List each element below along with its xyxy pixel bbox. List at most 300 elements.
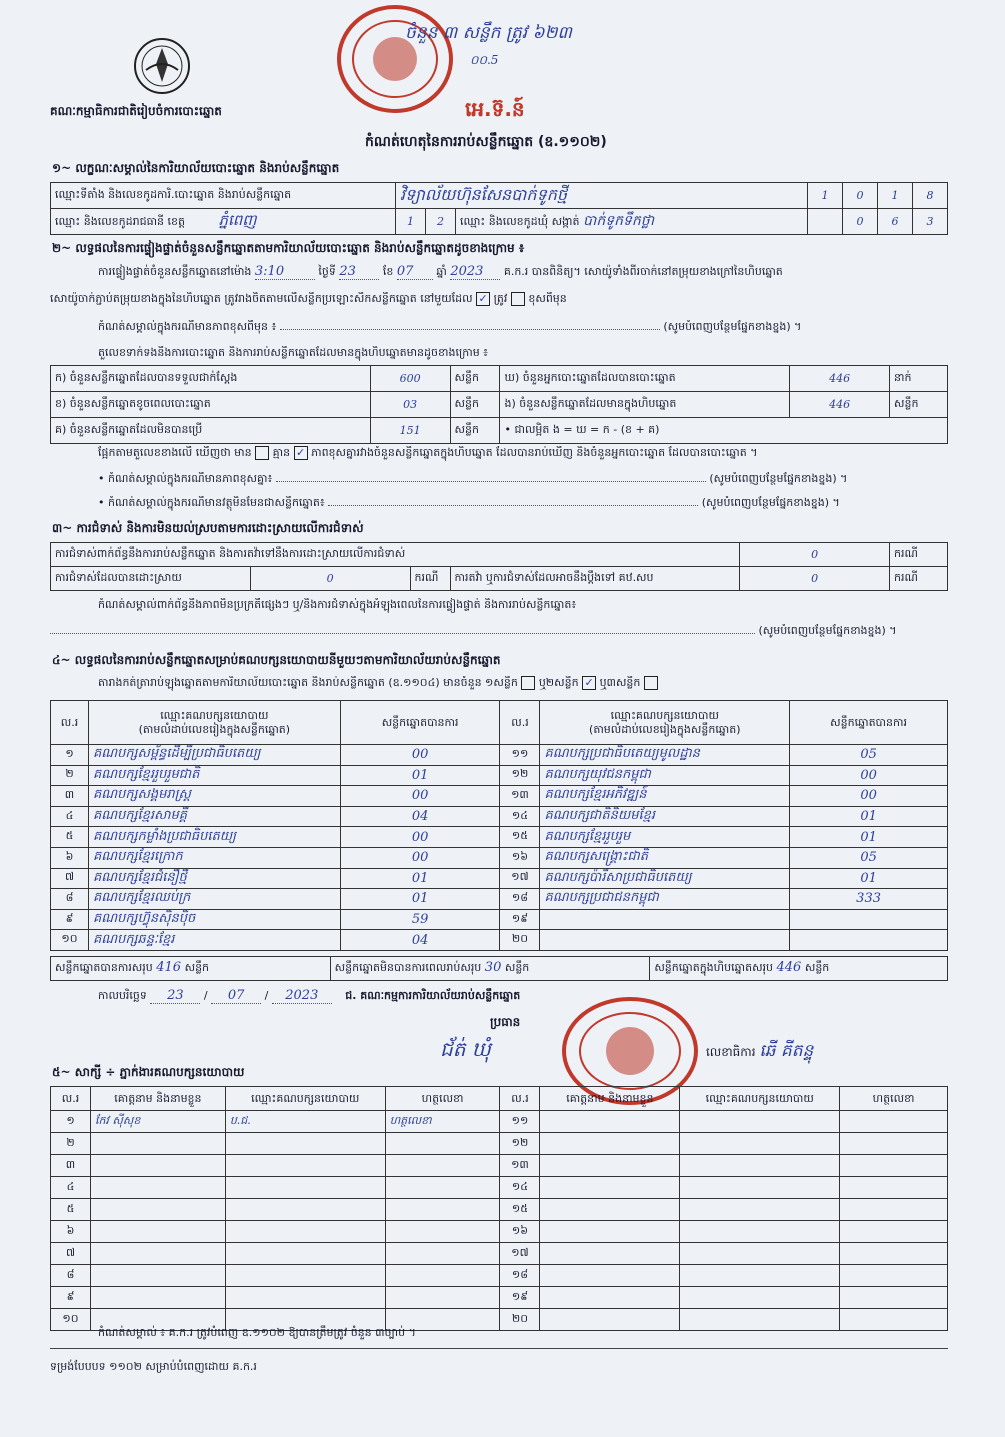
station-code-2: 0 — [843, 183, 878, 209]
w-col-party-left: ឈ្មោះគណបក្សនយោបាយ — [225, 1087, 385, 1111]
party-no-cell: ៩ — [51, 909, 89, 930]
witness-no-cell: ១៩ — [500, 1287, 540, 1309]
party-no-cell: ១៦ — [500, 847, 540, 868]
count-d-unit: នាក់ — [890, 366, 948, 392]
total-invalid-label: សន្លឹកឆ្នោតមិនបានការពេលរាប់សរុប — [334, 961, 482, 974]
witness-name-cell — [540, 1177, 680, 1199]
witness-name-cell — [90, 1133, 225, 1155]
witness-sign-cell — [840, 1221, 948, 1243]
president-signature: ជ័ត់ ឃុំ — [440, 1037, 491, 1061]
objection-row2-case: ករណី — [410, 567, 450, 591]
witness-party-cell — [680, 1155, 840, 1177]
para2-text: សោយ៉ូចាក់ភ្ជាប់តម្រុយខាងក្នុងនៃហិបឆ្នោត ត្រូវរាងចិតតាមលើសន្លឹកប្រឡោះសឹកសន្លឹកឆ្នោត នៅមួយដែល — [50, 292, 473, 305]
seal-diff-label: ខុសពីមុន — [528, 292, 567, 305]
section2-heading: ២~ លទ្ធផលនៃការផ្ទៀងផ្ទាត់ចំនួនសន្លឹកឆ្នោតតាមការិយាល័យបោះឆ្នោត និងរាប់សន្លឹកឆ្នោតដូចខាងក្រោម ៖ — [52, 241, 525, 255]
party-name-cell: គណបក្សប្រជាធិបតេយ្យមូលដ្ឋាន — [540, 745, 790, 766]
witness-sign-cell — [840, 1177, 948, 1199]
total-invalid-value: 30 — [484, 960, 502, 975]
party-no-cell: ២០ — [500, 930, 540, 951]
party-votes-cell: 00 — [340, 847, 500, 868]
count-b-label: ខ) ចំនួនសន្លឹកឆ្នោតខូចពេលបោះឆ្នោត — [51, 392, 371, 418]
para1-b: ថ្ងៃទី — [318, 265, 336, 278]
witness-sign-cell — [385, 1199, 500, 1221]
province-label-text: ឈ្មោះ និងលេខកូដរាជធានី ខេត្ត — [55, 214, 185, 228]
party-votes-cell: 05 — [790, 745, 948, 766]
commune-label-text: ឈ្មោះ និងលេខកូដឃុំ សង្កាត់ — [460, 215, 580, 228]
bullet2-hint: (សូមបំពេញបន្ថែមផ្នែកខាងខ្នង) ។ — [701, 496, 840, 509]
top-handwritten-note: ចំនួន ៣ សន្លឹក ត្រូវ ៦២៣ — [405, 23, 572, 43]
witness-sign-cell — [840, 1199, 948, 1221]
objection-row2-value: 0 — [250, 567, 410, 591]
witness-name-cell — [90, 1243, 225, 1265]
party-no-cell: ១៨ — [500, 889, 540, 910]
province-code-2: 2 — [426, 209, 456, 235]
witness-party-cell — [225, 1177, 385, 1199]
sheets-3-label: ឬ៣សន្លឹក — [599, 676, 641, 689]
station-value: វិទ្យាល័យហ៊ុនសែនបាក់ទូកថ្មី — [396, 183, 808, 209]
col-party-right — [540, 701, 790, 745]
witness-party-cell — [225, 1265, 385, 1287]
witness-party-cell — [680, 1111, 840, 1133]
commune-code-2: 6 — [878, 209, 913, 235]
check-day: 23 — [339, 264, 379, 280]
province-value: ភ្នំពេញ — [218, 210, 257, 229]
table-row — [51, 827, 948, 848]
table-row — [51, 745, 948, 766]
witness-sign-cell — [385, 1155, 500, 1177]
footnote: កំណត់សម្គាល់ ៖ គ.ក.រ ត្រូវបំពេញ ឧ.១១០២ ឱ្យបានត្រឹមត្រូវ ចំនួន ៣ច្បាប់ ។ — [98, 1326, 416, 1339]
section3-heading: ៣~ ការជំទាស់ និងការមិនយល់ស្របតាមការដោះស្រាយលើការជំទាស់ — [52, 521, 364, 535]
witness-sign-cell — [840, 1243, 948, 1265]
count-c-value: 151 — [370, 418, 450, 444]
bullet2-label: • កំណត់សម្គាល់ក្នុងករណីមានវត្ថុមិនមែនជាសន្លឹកឆ្នោត៖ — [98, 496, 325, 509]
total-box-unit: សន្លឹក — [804, 961, 830, 974]
party-no-cell: ៥ — [51, 827, 89, 848]
station-code-4: 8 — [913, 183, 948, 209]
col-party-right-title: ឈ្មោះគណបក្សនយោបាយ — [610, 708, 719, 722]
commune-value: បាក់ទូកទឹកថ្លា — [583, 213, 655, 229]
objection-row2b-case: ករណី — [890, 567, 948, 591]
secretary-label: លេខាធិការ — [706, 1045, 756, 1059]
party-name-cell: គណបក្សសង្គ្រោះជាតិ — [540, 847, 790, 868]
para1-d: ឆ្នាំ — [436, 265, 447, 278]
seal-ok-checkbox[interactable]: ✓ — [476, 292, 490, 306]
witness-no-cell: ៥ — [51, 1199, 91, 1221]
date-label: កាលបរិច្ឆេទ — [98, 989, 147, 1002]
w-col-party-right: ឈ្មោះគណបក្សនយោបាយ — [680, 1087, 840, 1111]
secretary-signature: ឆើ គីតន្ទុ — [759, 1041, 814, 1061]
col-no-right: ល.រ — [500, 701, 540, 745]
table-row — [51, 889, 948, 910]
party-no-cell: ២ — [51, 765, 89, 786]
party-name-cell: គណបក្សយុវជនកម្ពុជា — [540, 765, 790, 786]
table-row — [51, 786, 948, 807]
sheets-1-checkbox[interactable] — [521, 676, 535, 690]
para1-c: ខែ — [382, 265, 394, 278]
party-name-cell: គណបក្សខ្មែរជំនឿថ្មី — [88, 868, 340, 889]
total-box-label: សន្លឹកឆ្នោតក្នុងហិបឆ្នោតសរុប — [654, 961, 774, 974]
col-no-left: ល.រ — [51, 701, 89, 745]
w-col-sign-right: ហត្ថលេខា — [840, 1087, 948, 1111]
witness-sign-cell — [385, 1265, 500, 1287]
note-line-dots[interactable] — [280, 329, 660, 330]
section5-heading: ៥~ សាក្សី ÷ ភ្នាក់ងារគណបក្សនយោបាយ — [52, 1065, 245, 1079]
para1-a: ការផ្ទៀងផ្ទាត់ចំនួនសន្លឹកឆ្នោតនៅម៉ោង — [98, 265, 252, 278]
party-votes-cell: 01 — [790, 827, 948, 848]
seal-number: ០០.5 — [470, 53, 499, 67]
witness-sign-cell — [385, 1287, 500, 1309]
table-row — [51, 765, 948, 786]
witness-name-cell — [90, 1177, 225, 1199]
total-invalid-cell — [330, 957, 650, 981]
station-code-1: 1 — [808, 183, 843, 209]
witness-sign-cell: ហត្ថលេខា — [385, 1111, 500, 1133]
col-votes-right: សន្លឹកឆ្នោតបានការ — [790, 701, 948, 745]
party-no-cell: ៧ — [51, 868, 89, 889]
witness-no-cell: ៤ — [51, 1177, 91, 1199]
party-name-cell: គណបក្សប៉ារីសាប្រជាធិបតេយ្យ — [540, 868, 790, 889]
station-label: ឈ្មោះទីតាំង និងលេខកូដការិ.បោះឆ្នោត និងរាប់សន្លឹកឆ្នោត — [51, 183, 396, 209]
check-year: 2023 — [450, 264, 500, 280]
witness-no-cell: ១ — [51, 1111, 91, 1133]
section2-para1 — [98, 264, 950, 281]
party-votes-cell: 00 — [790, 786, 948, 807]
count-e-value: 446 — [790, 392, 890, 418]
total-valid-label: សន្លឹកឆ្នោតបានការសរុប — [55, 961, 153, 974]
count-e-label: ង) ចំនួនសន្លឹកឆ្នោតដែលមានក្នុងហិបឆ្នោត — [500, 392, 790, 418]
counts-intro: តួលេខទាក់ទងនឹងការបោះឆ្នោត និងការរាប់សន្លឹកឆ្នោតដែលមានក្នុងហិបឆ្នោតមានដូចខាងក្រោម ៖ — [98, 346, 489, 359]
witness-party-cell — [680, 1199, 840, 1221]
station-table — [50, 182, 948, 235]
witness-sign-cell — [840, 1155, 948, 1177]
party-name-cell: គណបក្សខ្មែរក្រោក — [88, 847, 340, 868]
party-no-cell: ១០ — [51, 930, 89, 951]
witness-name-cell — [90, 1287, 225, 1309]
party-name-cell: គណបក្សហ៊្វុនស៊ិនប៉ិច — [88, 909, 340, 930]
section3-note-label: កំណត់សម្គាល់ពាក់ព័ន្ធនឹងភាពមិនប្រក្រតីផ្សេងៗ ឬ/និងការជំទាស់ក្នុងអំឡុងពេលនៃការផ្ទៀងផ្ទាត់ និងការរាប់សន្លឹកឆ្នោត៖ — [98, 598, 577, 611]
table-row — [51, 806, 948, 827]
table-row — [51, 1177, 948, 1199]
witness-name-cell — [540, 1243, 680, 1265]
official-seal-icon — [335, 4, 455, 114]
party-votes-cell: 01 — [790, 868, 948, 889]
bullet2-dots[interactable] — [328, 505, 698, 506]
total-valid-cell — [51, 957, 331, 981]
witness-party-cell — [225, 1221, 385, 1243]
witness-party-cell — [680, 1177, 840, 1199]
w-col-sign-left: ហត្ថលេខា — [385, 1087, 500, 1111]
section3-note-dots[interactable] — [50, 633, 755, 634]
para1-e: គ.ក.រ បានពិនិត្យ។ សោយ៉ូទាំងពីរចាក់នៅតម្រុយខាងក្រៅនៃហិបឆ្នោត — [503, 265, 783, 278]
table-row — [51, 1287, 948, 1309]
diff-check-line — [98, 446, 950, 462]
party-name-cell: គណបក្សឆន្ទៈខ្មែរ — [88, 930, 340, 951]
witness-no-cell: ១៤ — [500, 1177, 540, 1199]
page-title: កំណត់ហេតុនៃការរាប់សន្លឹកឆ្នោត (ឧ.១១០២) — [365, 134, 607, 150]
party-no-cell: ១៩ — [500, 909, 540, 930]
witness-sign-cell — [840, 1111, 948, 1133]
note-line-label: កំណត់សម្គាល់ក្នុងករណីមានភាពខុសពីមុន ៖ — [98, 320, 277, 333]
witness-no-cell: ៣ — [51, 1155, 91, 1177]
no-diff-label: គ្មាន — [272, 446, 291, 459]
commune-code-spacer — [808, 209, 843, 235]
date-month: 07 — [211, 988, 261, 1004]
col-votes-left: សន្លឹកឆ្នោតបានការ — [340, 701, 500, 745]
party-name-cell: គណបក្សប្រជាជនកម្ពុជា — [540, 889, 790, 910]
total-box-value: 446 — [776, 960, 802, 975]
witness-no-cell: ១០ — [51, 1309, 91, 1331]
party-votes-cell: 05 — [790, 847, 948, 868]
witness-no-cell: ១៦ — [500, 1221, 540, 1243]
party-name-cell: គណបក្សសង្គមរាស្ត្រ — [88, 786, 340, 807]
party-name-cell — [540, 930, 790, 951]
witness-party-cell: ប.ជ. — [225, 1111, 385, 1133]
witness-no-cell: ២០ — [500, 1309, 540, 1331]
witness-name-cell — [540, 1287, 680, 1309]
total-valid-value: 416 — [156, 960, 182, 975]
party-no-cell: ១២ — [500, 765, 540, 786]
witness-party-cell — [225, 1199, 385, 1221]
witness-party-cell — [680, 1287, 840, 1309]
witness-party-cell — [680, 1243, 840, 1265]
party-votes-cell: 04 — [340, 930, 500, 951]
party-no-cell: ១៥ — [500, 827, 540, 848]
party-votes-cell: 00 — [340, 827, 500, 848]
sheets-3-checkbox[interactable] — [644, 676, 658, 690]
witness-no-cell: ៩ — [51, 1287, 91, 1309]
commune-code-1: 0 — [843, 209, 878, 235]
objection-table — [50, 542, 948, 591]
witness-name-cell — [540, 1221, 680, 1243]
date-line: កាលបរិច្ឆេទ 23 / 07 / 2023 ជ. គណៈកម្មការការិយាល័យរាប់សន្លឹកឆ្នោត — [98, 988, 521, 1003]
col-party-left-title: ឈ្មោះគណបក្សនយោបាយ — [160, 708, 269, 722]
party-votes-cell — [790, 930, 948, 951]
witness-sign-cell — [840, 1309, 948, 1331]
bottom-form-note: ទម្រង់បែបបទ ១១០២ សម្រាប់បំពេញដោយ គ.ក.រ — [50, 1360, 257, 1373]
form-code: អេ.ទ៊.ន៍ — [465, 97, 525, 121]
total-box-cell — [650, 957, 948, 981]
witness-name-cell: កែវ ស៊ីសុខ — [90, 1111, 225, 1133]
commune-label — [456, 209, 808, 235]
secretary-line — [706, 1040, 813, 1065]
section3-note — [98, 598, 950, 614]
party-name-cell: គណបក្សខ្មែររួបរួម — [540, 827, 790, 848]
nec-emblem-icon — [132, 36, 192, 96]
witness-sign-cell — [385, 1243, 500, 1265]
objection-row1-case: ករណី — [890, 543, 948, 567]
party-no-cell: ១៧ — [500, 868, 540, 889]
col-party-left — [88, 701, 340, 745]
witness-sign-cell — [840, 1287, 948, 1309]
date-year: 2023 — [272, 988, 332, 1004]
count-d-label: ឃ) ចំនួនអ្នកបោះឆ្នោតដែលបានបោះឆ្នោត — [500, 366, 790, 392]
table-row — [51, 847, 948, 868]
count-b-value: 03 — [370, 392, 450, 418]
station-code-3: 1 — [878, 183, 913, 209]
party-votes-cell: 01 — [340, 868, 500, 889]
count-b-unit: សន្លឹក — [450, 392, 500, 418]
table-row — [51, 1111, 948, 1133]
table-row — [51, 1199, 948, 1221]
witness-name-cell — [90, 1155, 225, 1177]
check-time: 3:10 — [255, 264, 315, 280]
witness-no-cell: ១២ — [500, 1133, 540, 1155]
table-row — [51, 1265, 948, 1287]
witness-sign-cell — [385, 1177, 500, 1199]
witness-sign-cell — [385, 1221, 500, 1243]
witness-name-cell — [90, 1199, 225, 1221]
table-row — [51, 930, 948, 951]
president-label: ប្រធាន — [490, 1015, 521, 1029]
party-votes-cell: 04 — [340, 806, 500, 827]
witness-sign-cell — [840, 1265, 948, 1287]
count-a-label: ក) ចំនួនសន្លឹកឆ្នោតដែលបានទទួលជាក់ស្តែង — [51, 366, 371, 392]
bullet1-hint: (សូមបំពេញបន្ថែមផ្នែកខាងខ្នង) ។ — [709, 472, 848, 485]
sheets-2-label: ឬ២សន្លឹក — [538, 676, 579, 689]
witness-party-cell — [680, 1265, 840, 1287]
no-diff-checkbox[interactable] — [255, 446, 269, 460]
check-month: 07 — [397, 264, 433, 280]
witness-sign-cell — [840, 1133, 948, 1155]
objection-row2-label: ការជំទាស់ដែលបានដោះស្រាយ — [51, 567, 251, 591]
bullet1-line — [98, 472, 950, 488]
witness-party-cell — [225, 1287, 385, 1309]
party-name-cell: គណបក្សជាតិនិយមខ្មែរ — [540, 806, 790, 827]
section4-intro-text: តារាងកត់ត្រារាប់ឡុងឆ្នោតតាមការិយាល័យបោះឆ្នោត និងរាប់សន្លឹកឆ្នោត (ឧ.១១០៤) មានចំនួន ១សន្លឹក — [98, 676, 518, 689]
seal-diff-checkbox[interactable] — [511, 292, 525, 306]
party-votes-cell: 01 — [340, 889, 500, 910]
party-no-cell: ១៤ — [500, 806, 540, 827]
party-votes-cell: 00 — [790, 765, 948, 786]
party-votes-cell: 01 — [340, 765, 500, 786]
party-results-table — [50, 700, 948, 951]
section3-note-hint: (សូមបំពេញបន្ថែមផ្នែកខាងខ្នង) ។ — [758, 624, 897, 637]
section4-heading: ៤~ លទ្ធផលនៃការរាប់សន្លឹកឆ្នោតសម្រាប់គណបក្សនយោបាយនីមួយៗតាមការិយាល័យរាប់សន្លឹកឆ្នោត — [52, 653, 501, 667]
province-label — [51, 209, 396, 235]
party-name-cell: គណបក្សខ្មែរអភិវឌ្ឍន៍ — [540, 786, 790, 807]
total-invalid-unit: សន្លឹក — [504, 961, 530, 974]
witness-table — [50, 1086, 948, 1331]
witness-no-cell: ១១ — [500, 1111, 540, 1133]
witness-party-cell — [680, 1309, 840, 1331]
counts-table — [50, 365, 948, 444]
section2-para2 — [50, 292, 950, 308]
total-valid-unit: សន្លឹក — [184, 961, 210, 974]
totals-table — [50, 956, 948, 981]
witness-no-cell: ១៣ — [500, 1155, 540, 1177]
count-d-value: 446 — [790, 366, 890, 392]
witness-party-cell — [225, 1155, 385, 1177]
party-no-cell: ១ — [51, 745, 89, 766]
witness-name-cell — [540, 1155, 680, 1177]
party-no-cell: ១១ — [500, 745, 540, 766]
party-name-cell: គណបក្សខ្មែររួបរួមជាតិ — [88, 765, 340, 786]
party-votes-cell: 00 — [340, 745, 500, 766]
objection-row2b-value: 0 — [740, 567, 890, 591]
check-line-label: ផ្អែកតាមតួលេខខាងលើ ឃើញថា មាន — [98, 446, 252, 459]
w-col-no-left: ល.រ — [51, 1087, 91, 1111]
witness-party-cell — [225, 1133, 385, 1155]
party-no-cell: ១៣ — [500, 786, 540, 807]
witness-no-cell: ១៥ — [500, 1199, 540, 1221]
note-hint: (សូមបំពេញបន្ថែមផ្នែកខាងខ្នង) ។ — [663, 320, 802, 333]
party-no-cell: ៦ — [51, 847, 89, 868]
table-row — [51, 1133, 948, 1155]
party-name-cell: គណបក្សខ្មែរសាមគ្គី — [88, 806, 340, 827]
party-no-cell: ៨ — [51, 889, 89, 910]
bottom-divider — [50, 1348, 948, 1349]
witness-no-cell: ៧ — [51, 1243, 91, 1265]
witness-name-cell — [540, 1199, 680, 1221]
objection-row1-value: 0 — [740, 543, 890, 567]
sheets-2-checkbox[interactable]: ✓ — [582, 676, 596, 690]
objection-row1-label: ការជំទាស់ពាក់ព័ន្ធនឹងការរាប់សន្លឹកឆ្នោត និងការតវ៉ាទៅនឹងការដោះស្រាយលើការជំទាស់ — [51, 543, 740, 567]
party-votes-cell: 333 — [790, 889, 948, 910]
seal-ok-label: ត្រូវ — [493, 292, 508, 305]
table-row — [51, 1155, 948, 1177]
w-col-no-right: ល.រ — [500, 1087, 540, 1111]
table-row — [51, 909, 948, 930]
w-col-name-left: គោត្តនាម និងនាមខ្លួន — [90, 1087, 225, 1111]
col-party-left-sub: (តាមលំដាប់លេខរៀងក្នុងសន្លឹកឆ្នោត) — [138, 722, 291, 736]
witness-no-cell: ១៨ — [500, 1265, 540, 1287]
committee-label: ជ. គណៈកម្មការការិយាល័យរាប់សន្លឹកឆ្នោត — [345, 989, 521, 1002]
section1-heading: ១~ លក្ខណៈសម្គាល់នៃការិយាល័យបោះឆ្នោត និងរាប់សន្លឹកឆ្នោត — [52, 161, 340, 175]
party-votes-cell: 00 — [340, 786, 500, 807]
party-no-cell: ៤ — [51, 806, 89, 827]
has-diff-checkbox[interactable]: ✓ — [294, 446, 308, 460]
party-name-cell — [540, 909, 790, 930]
objection-row2b-label: ការតវ៉ា ឬការជំទាស់ដែលអាចនឹងប្តឹងទៅ គឋ.សប — [450, 567, 740, 591]
count-e-unit: សន្លឹក — [890, 392, 948, 418]
witness-no-cell: ១៧ — [500, 1243, 540, 1265]
table-row — [51, 1243, 948, 1265]
witness-party-cell — [225, 1243, 385, 1265]
bullet2-line — [98, 496, 950, 512]
witness-no-cell: ២ — [51, 1133, 91, 1155]
section2-note — [98, 320, 950, 336]
witness-name-cell — [90, 1221, 225, 1243]
witness-name-cell — [540, 1265, 680, 1287]
party-name-cell: គណបក្សសម្ព័ន្ធដើម្បីប្រជាធិបតេយ្យ — [88, 745, 340, 766]
date-day: 23 — [150, 988, 200, 1004]
table-row — [51, 1221, 948, 1243]
witness-name-cell — [540, 1111, 680, 1133]
section4-intro — [98, 676, 950, 692]
count-a-value: 600 — [370, 366, 450, 392]
witness-party-cell — [680, 1221, 840, 1243]
bullet1-label: • កំណត់សម្គាល់ក្នុងករណីមានភាពខុសគ្នា៖ — [98, 472, 273, 485]
commune-code-3: 3 — [913, 209, 948, 235]
party-votes-cell: 59 — [340, 909, 500, 930]
section3-note-cont — [50, 624, 950, 640]
count-formula: • ជាលម្អិត ង = ឃ = ក - (ខ + គ) — [500, 418, 948, 444]
party-no-cell: ៣ — [51, 786, 89, 807]
count-c-unit: សន្លឹក — [450, 418, 500, 444]
witness-name-cell — [540, 1133, 680, 1155]
witness-no-cell: ៨ — [51, 1265, 91, 1287]
count-c-label: គ) ចំនួនសន្លឹកឆ្នោតដែលមិនបានប្រើ — [51, 418, 371, 444]
witness-name-cell — [90, 1265, 225, 1287]
w-col-name-right: គោត្តនាម និងនាមខ្លួន — [540, 1087, 680, 1111]
witness-party-cell — [680, 1133, 840, 1155]
has-diff-label: ភាពខុសគ្នារវាងចំនួនសន្លឹកឆ្នោតក្នុងហិបឆ្នោត ដែលបានរាប់ឃើញ និងចំនួនអ្នកបោះឆ្នោត ដែលបានបោះឆ្នោត ។ — [311, 446, 758, 459]
witness-sign-cell — [385, 1133, 500, 1155]
party-name-cell: គណបក្សកម្លាំងប្រជាធិបតេយ្យ — [88, 827, 340, 848]
col-party-right-sub: (តាមលំដាប់លេខរៀងក្នុងសន្លឹកឆ្នោត) — [589, 722, 741, 736]
bullet1-dots[interactable] — [276, 481, 706, 482]
count-a-unit: សន្លឹក — [450, 366, 500, 392]
